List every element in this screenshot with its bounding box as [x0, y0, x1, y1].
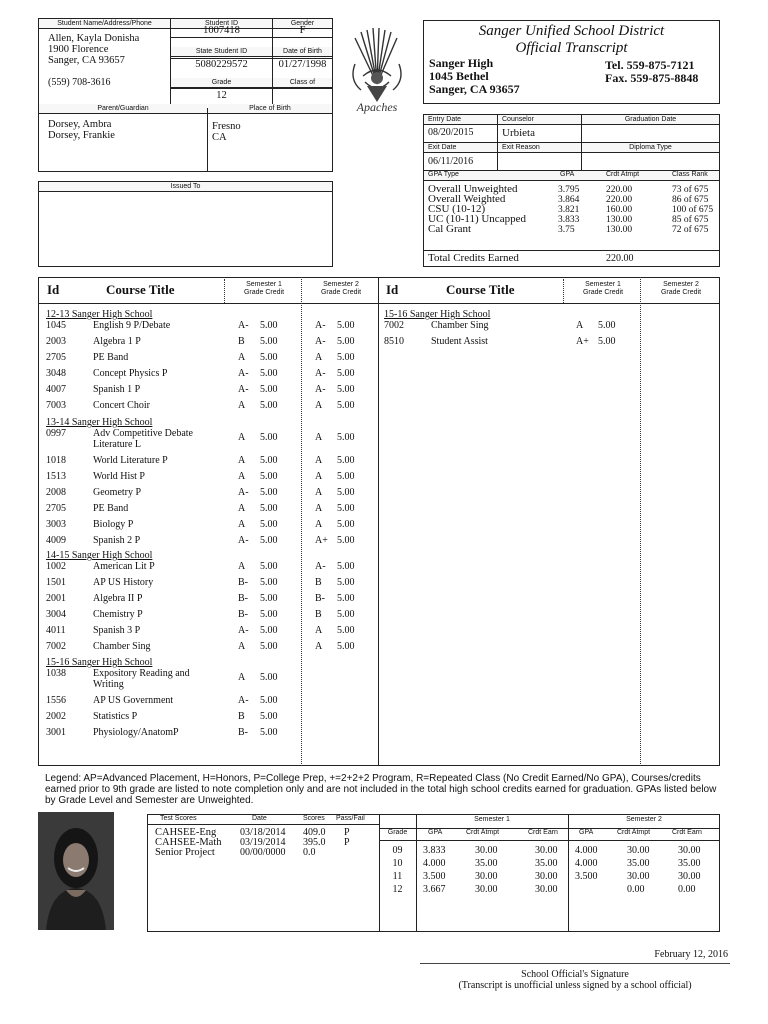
right-id-header: Id: [386, 282, 399, 297]
course-id: 2705: [46, 503, 66, 514]
course-title: Chemistry P: [93, 609, 143, 620]
sem1-credit: 5.00: [260, 336, 278, 347]
crdt-attempted: 220.00: [606, 185, 633, 195]
sem1-gpa-header: Semester 1: [474, 816, 510, 823]
sem1-grade: A-: [238, 625, 249, 636]
gpa-type: Cal Grant: [428, 223, 472, 235]
right-sem1-sub: Grade Credit: [582, 289, 624, 296]
course-title: Chamber Sing: [93, 641, 151, 652]
class-rank: 72 of 675: [672, 225, 709, 235]
sem1-credit: 5.00: [260, 609, 278, 620]
sem1-attempted: 30.00: [475, 884, 498, 895]
test-score: 395.0: [303, 837, 326, 848]
school-year-header: 15-16 Sanger High School: [384, 309, 491, 320]
issued-to-header: Issued To: [39, 182, 332, 192]
course-title: AP US History: [93, 577, 154, 588]
class-of-header: Class of: [273, 78, 332, 88]
legend-text: Legend: AP=Advanced Placement, H=Honors, P=College Prep, +=2+2+2 Program, R=Repeated Class (No Credit Earned/No GPA), Courses/credits earned prior to 9th grade are listed to note completion only and are not included in the total high school credits earned for graduation. GPAs listed below by Grade Level and Semester are Unweighted.: [45, 773, 717, 806]
left-sem1-sub: Grade Credit: [243, 289, 285, 296]
crdt-attempted: 220.00: [606, 195, 633, 205]
sem2-grade: A: [315, 455, 323, 466]
crdt-atmpt-header: Crdt Atmpt: [606, 171, 640, 178]
gpa-value: 3.833: [558, 215, 580, 225]
course-title: English 9 P/Debate: [93, 320, 171, 331]
left-course-title-header: Course Title: [106, 282, 175, 297]
counselor-header: Counselor: [498, 115, 581, 125]
sem1-grade: B-: [238, 577, 248, 588]
student-phone: (559) 708-3616: [48, 77, 111, 88]
signature-label: School Official's Signature: [521, 969, 629, 980]
course-id: 2008: [46, 487, 66, 498]
sem1-grade: B-: [238, 609, 248, 620]
school-year-header: 13-14 Sanger High School: [46, 417, 153, 428]
class-rank: 100 of 675: [672, 205, 714, 215]
sem2-credit: 5.00: [337, 471, 355, 482]
sem1-earned: 30.00: [535, 884, 558, 895]
total-credits-label: Total Credits Earned: [428, 252, 519, 264]
course-title: Chamber Sing: [431, 320, 489, 331]
sem1-grade: A: [238, 455, 246, 466]
sem1-credit: 5.00: [260, 471, 278, 482]
apache-headdress-icon: [343, 24, 411, 104]
district-name: Sanger Unified School District: [478, 23, 665, 39]
sem1-grade: A-: [238, 384, 249, 395]
sem1-credit: 5.00: [260, 672, 278, 683]
course-title: Adv Competitive Debate: [93, 428, 193, 439]
test-date: 03/19/2014: [240, 837, 286, 848]
course-id: 1038: [46, 668, 66, 679]
course-id: 4011: [46, 625, 66, 636]
total-credits-value: 220.00: [606, 253, 634, 264]
test-name: CAHSEE-Math: [155, 837, 222, 848]
course-id: 7003: [46, 400, 66, 411]
sem1-credit: 5.00: [260, 561, 278, 572]
sem2-grade: A: [315, 503, 323, 514]
sem2-credit: 5.00: [337, 519, 355, 530]
test-date: 00/00/0000: [240, 847, 286, 858]
sem2-grade: A: [315, 625, 323, 636]
sem1-earned: 30.00: [535, 871, 558, 882]
state-id: 5080229572: [195, 59, 248, 70]
course-title: PE Band: [93, 503, 129, 514]
course-title: Statistics P: [93, 711, 138, 722]
right-course-title-header: Course Title: [446, 282, 515, 297]
test-pass-fail: P: [344, 837, 350, 848]
sem2-grade: A-: [315, 368, 326, 379]
sem1-grade: A: [238, 432, 246, 443]
school-logo: [343, 24, 411, 116]
sem1-credit: 5.00: [260, 593, 278, 604]
sem1-credit: 5.00: [260, 695, 278, 706]
sem1-credit: 5.00: [260, 368, 278, 379]
left-sem1-header: Semester 1: [246, 281, 282, 288]
course-id: 1002: [46, 561, 66, 572]
sem1-gpa: 4.000: [423, 858, 446, 869]
course-id: 2705: [46, 352, 66, 363]
document-title: Official Transcript: [515, 40, 628, 56]
parent-2: Dorsey, Frankie: [48, 130, 115, 141]
right-sem1-header: Semester 1: [585, 281, 621, 288]
sem2-grade: A: [315, 641, 323, 652]
sem2-earned: 30.00: [678, 871, 701, 882]
issued-to-box: [38, 181, 333, 267]
sem1-credit: 5.00: [260, 535, 278, 546]
sem2-credit: 5.00: [337, 641, 355, 652]
sem2-grade: A-: [315, 384, 326, 395]
sem1-gpa: 3.667: [423, 884, 446, 895]
course-id: 4009: [46, 535, 66, 546]
exit-date-header: Exit Date: [424, 143, 497, 153]
course-title: World Literature P: [93, 455, 168, 466]
course-id: 1045: [46, 320, 66, 331]
course-id: 7002: [46, 641, 66, 652]
course-title: Expository Reading and: [93, 668, 190, 679]
gender-header: Gender: [273, 19, 332, 29]
course-id: 7002: [384, 320, 404, 331]
exit-date: 06/11/2016: [428, 156, 474, 167]
left-id-header: Id: [47, 282, 60, 297]
state-id-header: State Student ID: [171, 47, 272, 57]
grade-level-header: Grade: [387, 829, 408, 836]
sem1-grade: A+: [576, 336, 589, 347]
sem1-grade: A-: [238, 695, 249, 706]
sem2-grade: A: [315, 487, 323, 498]
sem2-grade: A: [315, 400, 323, 411]
pob-state: CA: [212, 132, 227, 143]
sem2-gpa: 4.000: [575, 845, 598, 856]
sem2-gpa-col: GPA: [579, 829, 594, 836]
sem1-grade: B: [238, 711, 245, 722]
sem2-gpa: 3.500: [575, 871, 598, 882]
gpa-type: UC (10-11) Uncapped: [428, 213, 526, 225]
courses-box: [38, 277, 720, 766]
sem1-grade: A-: [238, 320, 249, 331]
right-sem2-sub: Grade Credit: [660, 289, 702, 296]
sem1-att-col: Crdt Atmpt: [466, 829, 500, 836]
sem1-grade: A: [576, 320, 584, 331]
dob-header: Date of Birth: [273, 47, 332, 57]
class-rank: 85 of 675: [672, 215, 709, 225]
test-date-header: Date: [252, 815, 267, 822]
course-id: 8510: [384, 336, 404, 347]
grade-header: Grade: [171, 78, 272, 88]
sem2-credit: 5.00: [337, 368, 355, 379]
student-id: 1007418: [203, 25, 240, 36]
sem2-grade: A-: [315, 336, 326, 347]
sem1-grade: A-: [238, 368, 249, 379]
sem1-attempted: 30.00: [475, 845, 498, 856]
sem1-grade: A: [238, 519, 246, 530]
sem1-earn-col: Crdt Earn: [528, 829, 558, 836]
course-title: Spanish 2 P: [93, 535, 141, 546]
course-title: Concert Choir: [93, 400, 150, 411]
test-score: 409.0: [303, 827, 326, 838]
course-id: 2002: [46, 711, 66, 722]
test-pf-header: Pass/Fail: [336, 815, 365, 822]
gpa-value: 3.864: [558, 195, 580, 205]
sem2-credit: 5.00: [337, 487, 355, 498]
sem2-attempted: 30.00: [627, 871, 650, 882]
crdt-attempted: 160.00: [606, 205, 633, 215]
course-title: Algebra II P: [93, 593, 143, 604]
crdt-attempted: 130.00: [606, 215, 633, 225]
course-title: AP US Government: [93, 695, 174, 706]
grade-level: 11: [392, 871, 403, 882]
course-id: 3004: [46, 609, 66, 620]
gpa-value: 3.75: [558, 225, 575, 235]
gpa-type: Overall Unweighted: [428, 183, 518, 195]
sem1-credit: 5.00: [260, 455, 278, 466]
sem2-attempted: 30.00: [627, 845, 650, 856]
course-id: 1556: [46, 695, 66, 706]
test-score: 0.0: [303, 847, 316, 858]
class-rank: 73 of 675: [672, 185, 709, 195]
sem1-grade: B-: [238, 727, 248, 738]
school-year-header: 15-16 Sanger High School: [46, 657, 153, 668]
school-city: Sanger, CA 93657: [429, 82, 520, 96]
course-title: Student Assist: [431, 336, 488, 347]
course-title: Physiology/AnatomP: [93, 727, 179, 738]
sem2-grade: A: [315, 432, 323, 443]
sem1-grade: A-: [238, 535, 249, 546]
gpa-header: GPA: [560, 171, 575, 178]
school-name: Sanger High: [429, 56, 494, 70]
course-title-cont: Literature L: [93, 439, 142, 450]
dob-value: 01/27/1998: [278, 59, 327, 70]
sem2-credit: 5.00: [337, 625, 355, 636]
course-id: 2001: [46, 593, 66, 604]
course-id: 1513: [46, 471, 66, 482]
left-sem2-sub: Grade Credit: [320, 289, 362, 296]
course-title-cont: Writing: [93, 679, 124, 690]
sem1-credit: 5.00: [260, 711, 278, 722]
school-tel: Tel. 559-875-7121: [605, 58, 695, 72]
gpa-type: CSU (10-12): [428, 203, 486, 215]
signature-note: (Transcript is unofficial unless signed by a school official): [458, 980, 692, 991]
sem1-credit: 5.00: [260, 641, 278, 652]
test-scores-header: Test Scores: [160, 815, 197, 822]
course-id: 3001: [46, 727, 66, 738]
sem1-credit: 5.00: [260, 577, 278, 588]
sem2-grade: B: [315, 609, 322, 620]
sem2-credit: 5.00: [337, 593, 355, 604]
sem1-grade: A: [238, 352, 246, 363]
course-id: 2003: [46, 336, 66, 347]
sem1-grade: B: [238, 336, 245, 347]
class-rank-header: Class Rank: [672, 171, 708, 178]
class-rank: 86 of 675: [672, 195, 709, 205]
course-title: Spanish 3 P: [93, 625, 141, 636]
entry-date: 08/20/2015: [428, 127, 474, 138]
pob-city: Fresno: [212, 121, 241, 132]
grade-value: 12: [216, 90, 227, 101]
sem1-gpa-col: GPA: [428, 829, 443, 836]
grade-level: 09: [392, 845, 403, 856]
sem1-gpa: 3.833: [423, 845, 446, 856]
sem2-attempted: 35.00: [627, 858, 650, 869]
grade-level: 12: [392, 884, 403, 895]
student-address-line2: Sanger, CA 93657: [48, 55, 125, 66]
sem2-credit: 5.00: [337, 561, 355, 572]
school-year-header: 14-15 Sanger High School: [46, 550, 153, 561]
parent-header: Parent/Guardian: [39, 104, 207, 114]
right-sem2-header: Semester 2: [663, 281, 699, 288]
sem1-credit: 5.00: [598, 336, 616, 347]
sem1-grade: A: [238, 503, 246, 514]
sem2-credit: 5.00: [337, 535, 355, 546]
transcript-date: February 12, 2016: [654, 949, 728, 960]
sem2-grade: A: [315, 352, 323, 363]
sem2-grade: A: [315, 471, 323, 482]
sem2-att-col: Crdt Atmpt: [617, 829, 651, 836]
test-date: 03/18/2014: [240, 827, 286, 838]
sem2-credit: 5.00: [337, 432, 355, 443]
logo-text: Apaches: [356, 100, 398, 114]
student-photo: [38, 812, 114, 930]
student-id-header: Student ID: [171, 19, 272, 29]
sem2-grade: A+: [315, 535, 328, 546]
sem2-earned: 35.00: [678, 858, 701, 869]
course-title: Biology P: [93, 519, 134, 530]
sem2-earned: 30.00: [678, 845, 701, 856]
course-id: 0997: [46, 428, 66, 439]
course-title: Spanish 1 P: [93, 384, 141, 395]
sem2-credit: 5.00: [337, 336, 355, 347]
sem1-credit: 5.00: [260, 487, 278, 498]
test-pass-fail: P: [344, 827, 350, 838]
gender-value: F: [299, 25, 306, 36]
sem1-credit: 5.00: [598, 320, 616, 331]
student-address-line1: 1900 Florence: [48, 44, 109, 55]
sem2-credit: 5.00: [337, 455, 355, 466]
gpa-type-header: GPA Type: [428, 171, 459, 178]
sem2-grade: A-: [315, 561, 326, 572]
diploma-type-header: Diploma Type: [582, 143, 719, 153]
school-year-header: 12-13 Sanger High School: [46, 309, 153, 320]
course-id: 1501: [46, 577, 66, 588]
sem2-credit: 5.00: [337, 352, 355, 363]
sem2-grade: B: [315, 577, 322, 588]
student-name-header: Student Name/Address/Phone: [39, 19, 170, 29]
sem2-grade: A-: [315, 320, 326, 331]
course-title: American Lit P: [93, 561, 155, 572]
sem2-grade: B-: [315, 593, 325, 604]
entry-date-header: Entry Date: [424, 115, 497, 125]
course-title: Algebra 1 P: [93, 336, 141, 347]
sem1-grade: B-: [238, 593, 248, 604]
sem1-grade: A: [238, 672, 246, 683]
sem1-gpa: 3.500: [423, 871, 446, 882]
crdt-attempted: 130.00: [606, 225, 633, 235]
sem2-credit: 5.00: [337, 577, 355, 588]
sem2-attempted: 0.00: [627, 884, 645, 895]
course-id: 3048: [46, 368, 66, 379]
sem1-credit: 5.00: [260, 519, 278, 530]
sem2-grade: A: [315, 519, 323, 530]
sem1-earned: 30.00: [535, 845, 558, 856]
parent-1: Dorsey, Ambra: [48, 119, 112, 130]
exit-reason-header: Exit Reason: [498, 143, 581, 153]
sem1-attempted: 35.00: [475, 858, 498, 869]
course-title: Geometry P: [93, 487, 142, 498]
course-id: 1018: [46, 455, 66, 466]
course-title: Concept Physics P: [93, 368, 168, 379]
grade-level: 10: [392, 858, 403, 869]
sem1-credit: 5.00: [260, 625, 278, 636]
student-name: Allen, Kayla Donisha: [48, 33, 140, 44]
sem2-credit: 5.00: [337, 320, 355, 331]
sem2-gpa: 4.000: [575, 858, 598, 869]
sem1-credit: 5.00: [260, 320, 278, 331]
sem1-attempted: 30.00: [475, 871, 498, 882]
sem1-credit: 5.00: [260, 503, 278, 514]
course-id: 4007: [46, 384, 66, 395]
sem1-credit: 5.00: [260, 400, 278, 411]
school-street: 1045 Bethel: [429, 69, 489, 83]
sem2-earned: 0.00: [678, 884, 696, 895]
gpa-value: 3.795: [558, 185, 580, 195]
sem2-credit: 5.00: [337, 609, 355, 620]
sem2-credit: 5.00: [337, 503, 355, 514]
sem1-grade: A: [238, 561, 246, 572]
sem1-grade: A: [238, 400, 246, 411]
sem1-grade: A-: [238, 487, 249, 498]
test-name: CAHSEE-Eng: [155, 827, 217, 838]
test-name: Senior Project: [155, 847, 215, 858]
student-portrait-icon: [38, 812, 114, 930]
sem1-grade: A: [238, 641, 246, 652]
left-sem2-header: Semester 2: [323, 281, 359, 288]
course-title: PE Band: [93, 352, 129, 363]
sem1-earned: 35.00: [535, 858, 558, 869]
graduation-date-header: Graduation Date: [582, 115, 719, 125]
gpa-value: 3.821: [558, 205, 580, 215]
course-title: World Hist P: [93, 471, 145, 482]
sem1-credit: 5.00: [260, 352, 278, 363]
sem1-grade: A: [238, 471, 246, 482]
sem1-credit: 5.00: [260, 727, 278, 738]
sem2-earn-col: Crdt Earn: [672, 829, 702, 836]
school-fax: Fax. 559-875-8848: [605, 71, 699, 85]
sem2-credit: 5.00: [337, 400, 355, 411]
sem1-credit: 5.00: [260, 384, 278, 395]
sem1-credit: 5.00: [260, 432, 278, 443]
test-score-header: Scores: [303, 815, 325, 822]
pob-header: Place of Birth: [208, 104, 332, 114]
course-id: 3003: [46, 519, 66, 530]
gpa-type: Overall Weighted: [428, 193, 506, 205]
sem2-credit: 5.00: [337, 384, 355, 395]
sem2-gpa-header: Semester 2: [626, 816, 662, 823]
counselor-name: Urbieta: [502, 127, 535, 139]
